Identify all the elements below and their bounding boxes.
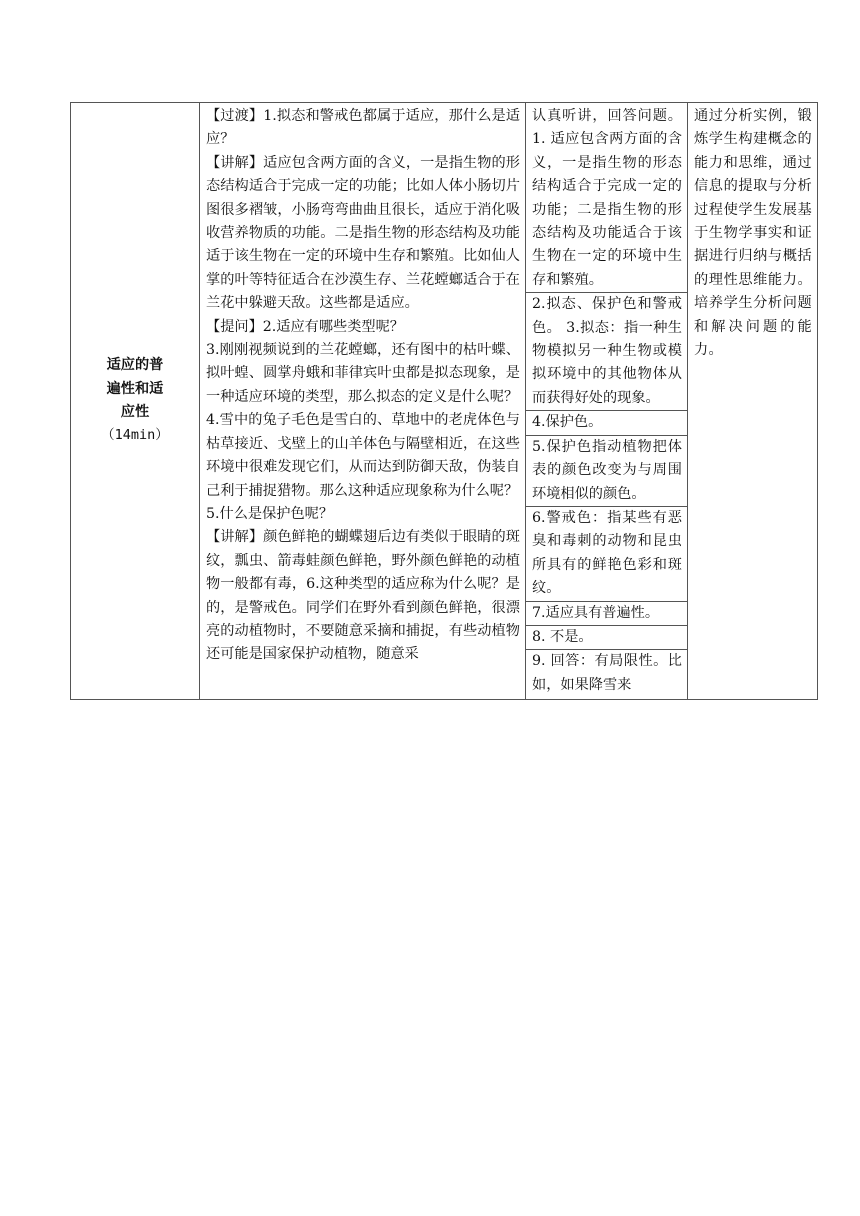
- teacher-paragraph: 【讲解】适应包含两方面的含义，一是指生物的形态结构适合于完成一定的功能；比如人体小肠切片图很多褶皱，小肠弯弯曲曲且很长，适应于消化吸收营养物质的功能。二是指生物的形态结构及功能适于该生物在一定的环境中生存和繁殖。比如仙人掌的叶等特征适合在沙漠生存、兰花螳螂适合于在兰花中躲避天敌。这些都是适应。: [206, 154, 520, 312]
- teacher-paragraph: 【过渡】1.拟态和警戒色都属于适应，那什么是适应？: [206, 108, 520, 148]
- lesson-plan-table: [70, 102, 818, 700]
- teacher-paragraph: 【提问】2.适应有哪些类型呢？: [206, 318, 404, 335]
- student-paragraph: 4.保护色。: [526, 410, 687, 434]
- student-paragraph: 6.警戒色：指某些有恶臭和毒刺的动物和昆虫所具有的鲜艳色彩和斑纹。: [526, 506, 687, 601]
- table-row: [71, 103, 818, 700]
- student-paragraph: 5.保护色指动植物把体表的颜色改变为与周围环境相似的颜色。: [526, 435, 687, 506]
- teacher-paragraph: 【讲解】颜色鲜艳的蝴蝶翅后边有类似于眼睛的斑纹，瓢虫、箭毒蛙颜色鲜艳，野外颜色鲜艳的动植物一般都有毒，6.这种类型的适应称为什么呢？是的，是警戒色。同学们在野外看到颜色鲜艳，很漂亮的动植物时，不要随意采摘和捕捉，有些动植物还可能是国家保护动植物，随意采: [206, 529, 520, 663]
- design-intent-text: 通过分析实例，锻炼学生构建概念的能力和思维，通过信息的提取与分析过程使学生发展基于生物学事实和证据进行归纳与概括的理性思维能力。培养学生分析问题和解决问题的能力。: [694, 108, 812, 359]
- stage-duration: （14min）: [101, 427, 169, 444]
- student-paragraph: 8. 不是。: [526, 625, 687, 649]
- teacher-paragraph: 5.什么是保护色呢？: [206, 505, 334, 522]
- teacher-paragraph: 3.刚刚视频说到的兰花螳螂，还有图中的枯叶蝶、拟叶蝗、圆掌舟蛾和菲律宾叶虫都是拟态现象，是一种适应环境的类型，那么拟态的定义是什么呢？: [206, 342, 520, 405]
- stage-title-line: 适应的普: [106, 357, 164, 374]
- student-paragraph: 7.适应具有普遍性。: [526, 601, 687, 625]
- student-paragraph: 2.拟态、保护色和警戒色。 3.拟态：指一种生物模拟另一种生物或模拟环境中的其他物体从而获得好处的现象。: [526, 292, 687, 410]
- student-activity-cell: [526, 103, 688, 700]
- teacher-activity-cell: [200, 103, 526, 700]
- design-intent-cell: [688, 103, 818, 700]
- stage-title-line: 遍性和适: [106, 380, 164, 397]
- student-paragraph: 认真听讲，回答问题。1. 适应包含两方面的含义，一是指生物的形态结构适合于完成一定的功能；二是指生物的形态结构及功能适合于该生物在一定的环境中生存和繁殖。: [532, 108, 682, 288]
- teacher-paragraph: 4.雪中的兔子毛色是雪白的、草地中的老虎体色与枯草接近、戈壁上的山羊体色与隔壁相近，在这些环境中很难发现它们，从而达到防御天敌，伪装自己利于捕捉猎物。那么这种适应现象称为什么呢？: [206, 412, 520, 499]
- student-paragraph: 9. 回答：有局限性。比如，如果降雪来: [526, 649, 687, 697]
- stage-title-line: 应性: [120, 404, 150, 421]
- stage-cell: [71, 103, 200, 700]
